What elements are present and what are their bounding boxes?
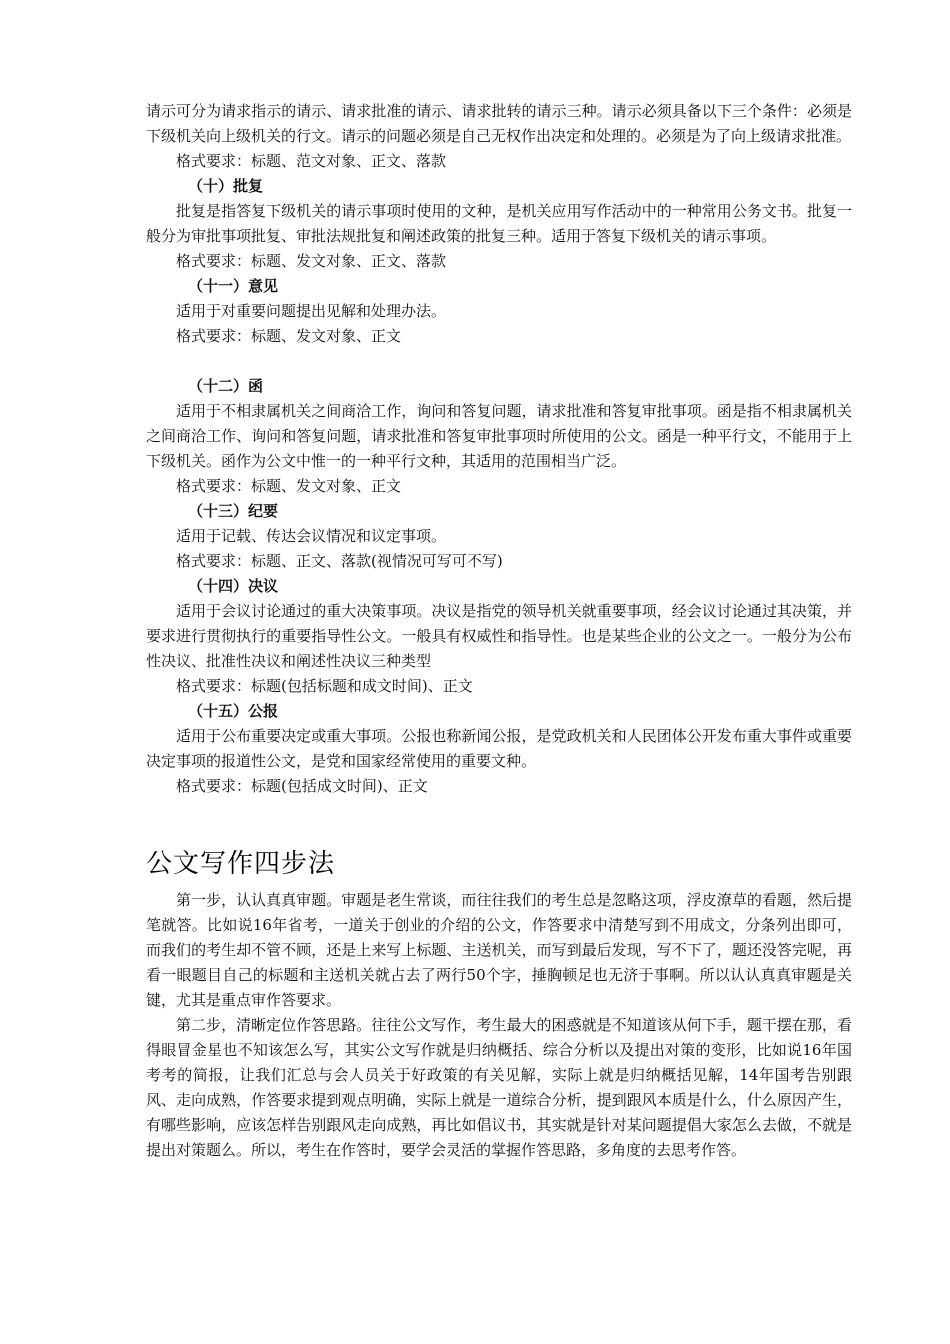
yijian-format: 格式要求：标题、发文对象、正文 — [176, 327, 402, 345]
pifu-heading: （十）批复 — [188, 177, 264, 195]
gongbao-heading: （十五）公报 — [188, 702, 279, 720]
qingshi-format: 格式要求：标题、范文对象、正文、落款 — [176, 152, 447, 170]
step1-paragraph: 第一步，认认真真审题。审题是老生常谈，而往往我们的考生总是忽略这项，浮皮潦草的看题，然后提笔就答。比如说16年省考，一道关于创业的介绍的公文，作答要求中清楚写到不用成文，分条列出即可，而我们的考生却不管不顾，还是上来写上标题、主送机关，而写到最后发现，写不下了，题还没答完呢，再看一眼题目自己的标题和主送机关就占去了两行50个字，捶胸顿足也无济于事啊。所以认认真真审题是关键，尤其是重点审作答要求。 — [146, 891, 852, 1009]
yijian-heading: （十一）意见 — [188, 277, 279, 295]
pifu-format: 格式要求：标题、发文对象、正文、落款 — [176, 252, 447, 270]
document-body — [146, 99, 852, 1163]
jiyao-heading: （十三）纪要 — [188, 502, 279, 520]
blank-line — [146, 349, 852, 374]
han-heading: （十二）函 — [188, 377, 264, 395]
jiyao-format: 格式要求：标题、正文、落款(视情况可写可不写) — [176, 552, 503, 570]
section-spacer — [146, 799, 852, 844]
jueyi-heading: （十四）决议 — [188, 577, 279, 595]
gongbao-format: 格式要求：标题(包括成文时间)、正文 — [176, 777, 428, 795]
gongbao-paragraph: 适用于公布重要决定或重大事项。公报也称新闻公报，是党政机关和人民团体公开发布重大事件或重要决定事项的报道性公文，是党和国家经常使用的重要文种。 — [146, 727, 852, 770]
jueyi-format: 格式要求：标题(包括标题和成文时间)、正文 — [176, 677, 473, 695]
article-title: 公文写作四步法 — [146, 849, 336, 879]
step2-paragraph: 第二步，清晰定位作答思路。往往公文写作，考生最大的困惑就是不知道该从何下手，题干摆在那，看得眼冒金星也不知该怎么写，其实公文写作就是归纳概括、综合分析以及提出对策的变形，比如说16年国考考的简报，让我们汇总与会人员关于好政策的有关见解，实际上就是归纳概括见解，14年国考告别跟风、走向成熟，作答要求提到观点明确，实际上就是一道综合分析，提到跟风本质是什么，什么原因产生，有哪些影响，应该怎样告别跟风走向成熟，再比如倡议书，其实就是针对某问题提倡大家怎么去做，不就是提出对策题么。所以，考生在作答时，要学会灵活的掌握作答思路，多角度的去思考作答。 — [146, 1016, 852, 1159]
jueyi-paragraph: 适用于会议讨论通过的重大决策事项。决议是指党的领导机关就重要事项，经会议讨论通过其决策，并要求进行贯彻执行的重要指导性公文。一般具有权威性和指导性。也是某些企业的公文之一。一般分为公布性决议、批准性决议和阐述性决议三种类型 — [146, 602, 852, 670]
yijian-paragraph: 适用于对重要问题提出见解和处理办法。 — [176, 302, 447, 320]
han-format: 格式要求：标题、发文对象、正文 — [176, 477, 402, 495]
han-paragraph: 适用于不相隶属机关之间商洽工作，询问和答复问题，请求批准和答复审批事项。函是指不相隶属机关之间商洽工作、询问和答复问题，请求批准和答复审批事项时所使用的公文。函是一种平行文，不能用于上下级机关。函作为公文中惟一的一种平行文种，其适用的范围相当广泛。 — [146, 402, 852, 470]
pifu-paragraph: 批复是指答复下级机关的请示事项时使用的文种，是机关应用写作活动中的一种常用公务文书。批复一般分为审批事项批复、审批法规批复和阐述政策的批复三种。适用于答复下级机关的请示事项。 — [146, 202, 852, 245]
jiyao-paragraph: 适用于记载、传达会议情况和议定事项。 — [176, 527, 447, 545]
qingshi-paragraph: 请示可分为请求指示的请示、请求批准的请示、请求批转的请示三种。请示必须具备以下三个条件：必须是下级机关向上级机关的行文。请示的问题必须是自己无权作出决定和处理的。必须是为了向上级请求批准。 — [146, 102, 852, 145]
